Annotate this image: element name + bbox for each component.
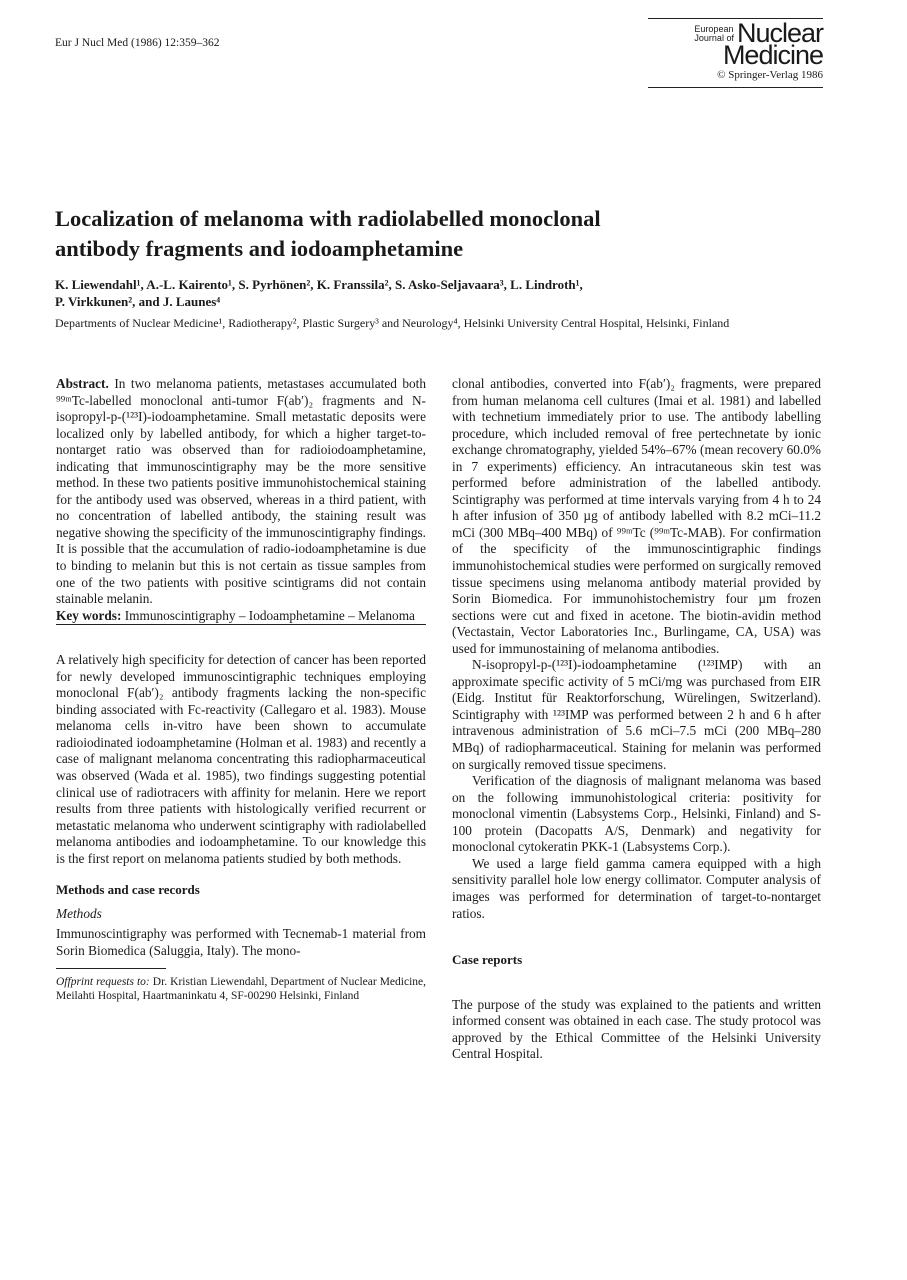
introduction-paragraph: A relatively high specificity for detection of cancer has been reported for newly developed immunoscintigraphic techniques employing monoclonal F(ab′)₂ antibody fragments lacking the non-specific binding associated with Fc-reactivity (Callegaro et al. 1983). Mouse melanoma cells in-vitro have been shown to accumulate radioiodinated iodoamphetamine (Holman et al. 1983) and recently a case of malignant melanoma concentrating this radiopharmaceutical was observed (Wada et al. 1985), two findings suggesting potential clinical use of radiotracers with affinity for melanin. Here we report results from three patients with histologically verified recurrent or metastatic melanoma who underwent scintigraphy with radiolabelled melanoma antibodies and iodoamphetamine. To our knowledge this is the first report on melanoma patients studied by both methods. xyxy=(56,652,426,866)
methods-paragraph-verification: Verification of the diagnosis of malignant melanoma was based on the following immunohistological criteria: positivity for monoclonal vimentin (Labsystems Corp., Helsinki, Finland) and S-100 protein (Dacopatts A/S, Denmark) and negativity for monoclonal cytokeratin PKK-1 (Labsystems Corp.). xyxy=(452,773,821,855)
logo-small-line1: European xyxy=(694,24,734,34)
keywords xyxy=(56,608,426,625)
logo-small-line2: Journal of xyxy=(694,33,734,43)
offprint-footnote xyxy=(56,975,426,1003)
footnote-text: Dr. Kristian Liewendahl, Department of Nuclear Medicine, Meilahti Hospital, Haartmaninkatu 4, SF-00290 Helsinki, Finland xyxy=(56,975,426,1002)
footnote-label: Offprint requests to: xyxy=(56,975,150,988)
logo-word-nuclear: Nuclear xyxy=(736,18,823,48)
abstract-text: In two melanoma patients, metastases accumulated both ⁹⁹ᵐTc-labelled monoclonal anti-tumor F(ab′)₂ fragments and N-isopropyl-p-(¹²³I)-iodoamphetamine. Small metastatic deposits were localized only by labelled antibody, for which a higher target-to-nontarget ratio was observed than for radioiodoamphetamine, indicating that immunoscintigraphy may be the more sensitive method. In these two patients positive immunohistochemical staining for the antibody used was observed, whereas in a third patient, with no concentration of labelled antibody, the staining result was negative showing the specificity of the immunoscintigraphy findings. It is possible that the accumulation of radio-iodoamphetamine is due to binding to melanin but this is not certain as tissue samples from one of the two patients with positive scintigrams did not contain stainable melanin. xyxy=(56,376,426,607)
authors-line-1: K. Liewendahl¹, A.-L. Kairento¹, S. Pyrhönen², K. Franssila², S. Asko-Seljavaara³, L. Lindroth¹, xyxy=(55,277,583,292)
keywords-label: Key words: xyxy=(56,607,122,623)
methods-paragraph-camera: We used a large field gamma camera equipped with a high sensitivity parallel hole low energy collimator. Computer analysis of images was performed for determination of target-to-nontarget ratios. xyxy=(452,855,821,921)
footnote-rule xyxy=(56,968,166,969)
logo-word-medicine: Medicine xyxy=(722,40,823,70)
article-title xyxy=(55,204,815,264)
title-line-2: antibody fragments and iodoamphetamine xyxy=(55,236,464,261)
keywords-text: Immunoscintigraphy – Iodoamphetamine – Melanoma xyxy=(124,607,415,623)
authors-line-2: P. Virkkunen², and J. Launes⁴ xyxy=(55,294,221,309)
methods-paragraph-start: Immunoscintigraphy was performed with Tecnemab-1 material from Sorin Biomedica (Saluggia, Italy). The mono- xyxy=(56,926,426,958)
journal-logo xyxy=(648,18,823,88)
left-column xyxy=(56,376,426,1003)
section-heading-case-reports: Case reports xyxy=(452,952,523,968)
abstract xyxy=(56,376,426,608)
author-list xyxy=(55,276,835,310)
case-reports-paragraph: The purpose of the study was explained to the patients and written informed consent was obtained in each case. The study protocol was approved by the Ethical Committee of the Helsinki University Central Hospital. xyxy=(452,996,821,1062)
copyright-notice: © Springer-Verlag 1986 xyxy=(717,69,823,81)
abstract-label: Abstract. xyxy=(56,376,109,391)
title-line-1: Localization of melanoma with radiolabelled monoclonal xyxy=(55,206,601,231)
section-heading-methods: Methods and case records xyxy=(56,882,200,898)
abstract-separator xyxy=(56,624,426,625)
methods-paragraph-iodoamphetamine: N-isopropyl-p-(¹²³I)-iodoamphetamine (¹²³IMP) with an approximate specific activity of 5 mCi/mg was purchased from EIR (Eidg. Institut für Reaktorforschung, Würelingen, Switzerland). Scintigraphy with ¹²³IMP was performed between 2 h and 6 h after intravenous administration of 5.6 mCi–7.5 mCi (200 MBq–280 MBq) of radiopharmaceutical. Staining for melanin was performed on surgically removed tissue specimens. xyxy=(452,657,821,772)
methods-paragraph-antibodies: clonal antibodies, converted into F(ab′)₂ fragments, were prepared from human melanoma cell cultures (Imai et al. 1981) and labelled with technetium immediately prior to use. The antibody labelling procedure, which included removal of free pertechnetate by ionic exchange chromatography, yielded 54%–67% (mean recovery 60.0% in 7 experiments) efficiency. An intracutaneous skin test was performed before administration of the labelled antibody. Scintigraphy was performed at time intervals varying from 4 h to 24 h after infusion of 350 µg of antibody labelled with 8.2 mCi–11.2 mCi (300 MBq–400 MBq) of ⁹⁹ᵐTc (⁹⁹ᵐTc-MAB). For confirmation of the specificity of the immunoscintigraphic findings immunohistochemical studies were performed on surgically removed tissue specimens using melanoma antibody material provided by Sorin Biomedica. For immunohistochemistry four µm frozen sections were cut and fixed in acetone. The biotin-avidin method (Vectastain, Vector Laboratories Inc., Burlingame, CA, USA) was used for immunostaining of melanoma antibodies. xyxy=(452,376,821,656)
logo-rule-bottom xyxy=(648,87,823,88)
affiliation: Departments of Nuclear Medicine¹, Radiotherapy², Plastic Surgery³ and Neurology⁴, Helsinki University Central Hospital, Helsinki, Finland xyxy=(55,316,730,330)
journal-citation: Eur J Nucl Med (1986) 12:359–362 xyxy=(55,37,220,49)
subsection-heading-methods: Methods xyxy=(56,905,102,921)
right-column xyxy=(452,376,821,1063)
